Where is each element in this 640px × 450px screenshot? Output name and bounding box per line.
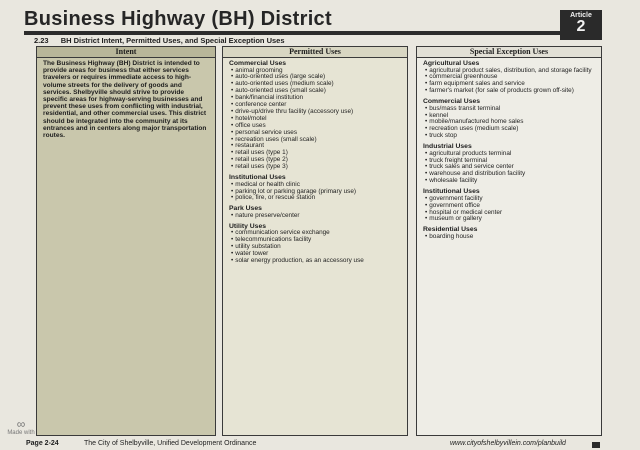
use-item: • farmer's market (for sale of products grown off-site) [423,88,595,95]
use-item: • bank/financial institution [229,95,401,102]
use-item: • retail uses (type 1) [229,150,401,157]
title-rule [24,31,584,35]
use-item: • auto-oriented uses (large scale) [229,74,401,81]
section-heading [34,36,285,45]
special-column [416,46,602,436]
use-item: • farm equipment sales and service [423,81,595,88]
use-item: • government facility [423,196,595,203]
category-heading: Residential Uses [423,226,478,234]
article-tab [560,10,602,40]
footer-marker [592,442,600,448]
use-list [423,151,595,186]
special-list [417,58,601,242]
watermark [6,418,36,436]
use-item: • auto-oriented uses (small scale) [229,88,401,95]
use-list [423,68,595,96]
section-number: 2.23 [34,36,49,45]
category-heading: Utility Uses [229,222,267,230]
permitted-column [222,46,408,436]
footer-org: The City of Shelbyville, Unified Development Ordinance [84,440,257,447]
footer-url[interactable]: www.cityofshelbyvillein.com/planbuild [450,440,566,447]
use-item: • utility substation [229,244,401,251]
use-item: • wholesale facility [423,178,595,185]
section-title: BH District Intent, Permitted Uses, and Special Exception Uses [60,36,285,45]
permitted-list [223,58,407,266]
page-title: Business Highway (BH) District [24,8,332,30]
intent-column [36,46,216,436]
use-item: • telecommunications facility [229,237,401,244]
use-item: • personal service uses [229,130,401,137]
intent-text: The Business Highway (BH) District is intended to provide areas for business that either services travelers or requires immediate access to high-volume streets for the delivery of goods and services. Shelbyville should strive to provide specific areas for highway-serving businesses and prevent these uses from conflicting with industrial, residential, and other commercial uses. This district should be integrated into the community at its entrances and in centers along major transportation routes. [43,60,207,140]
permitted-heading: Permitted Uses [223,47,407,58]
page-number: Page 2-24 [26,440,59,447]
use-list [229,213,401,220]
use-item: • animal grooming [229,68,401,75]
page-footer [0,440,640,450]
use-item: • hotel/motel [229,116,401,123]
use-item: • restaurant [229,143,401,150]
use-item: • communication service exchange [229,230,401,237]
use-item: • retail uses (type 2) [229,157,401,164]
use-item: • recreation uses (medium scale) [423,126,595,133]
use-item: • parking lot or parking garage (primary use) [229,189,401,196]
category-heading: Industrial Uses [423,143,472,151]
use-list [229,182,401,203]
use-item: • truck freight terminal [423,158,595,165]
category-heading: Institutional Uses [229,174,286,182]
use-item: • conference center [229,102,401,109]
use-item: • office uses [229,123,401,130]
use-item: • kennel [423,113,595,120]
watermark-text: Made with [7,430,35,436]
category-heading: Institutional Uses [423,188,480,196]
use-item: • mobile/manufactured home sales [423,119,595,126]
use-item: • solar energy production, as an accessory use [229,258,401,265]
use-item: • recreation uses (small scale) [229,137,401,144]
intent-heading: Intent [37,47,215,58]
use-item: • auto-oriented uses (medium scale) [229,81,401,88]
use-item: • commercial greenhouse [423,74,595,81]
use-list [229,230,401,265]
category-heading: Commercial Uses [229,60,287,67]
use-item: • museum or gallery [423,216,595,223]
category-heading: Park Uses [229,205,262,213]
use-item: • truck sales and service center [423,164,595,171]
use-item: • water tower [229,251,401,258]
special-heading: Special Exception Uses [417,47,601,58]
use-item: • retail uses (type 3) [229,164,401,171]
article-label: Article [570,12,592,19]
use-item: • warehouse and distribution facility [423,171,595,178]
use-item: • police, fire, or rescue station [229,195,401,202]
use-item: • truck stop [423,133,595,140]
use-list [423,196,595,224]
use-list [229,68,401,172]
article-number: 2 [576,18,586,35]
use-item: • boarding house [423,234,595,241]
use-list [423,106,595,141]
category-heading: Commercial Uses [423,98,481,106]
use-item: • hospital or medical center [423,210,595,217]
use-item: • medical or health clinic [229,182,401,189]
use-item: • agricultural products terminal [423,151,595,158]
category-heading: Agricultural Uses [423,60,480,67]
use-item: • government office [423,203,595,210]
use-list [423,234,595,241]
infinity-icon: ∞ [16,417,26,431]
use-item: • agricultural product sales, distribution, and storage facility [423,68,595,75]
use-item: • nature preserve/center [229,213,401,220]
use-item: • bus/mass transit terminal [423,106,595,113]
use-item: • drive-up/drive thru facility (accessory use) [229,109,401,116]
